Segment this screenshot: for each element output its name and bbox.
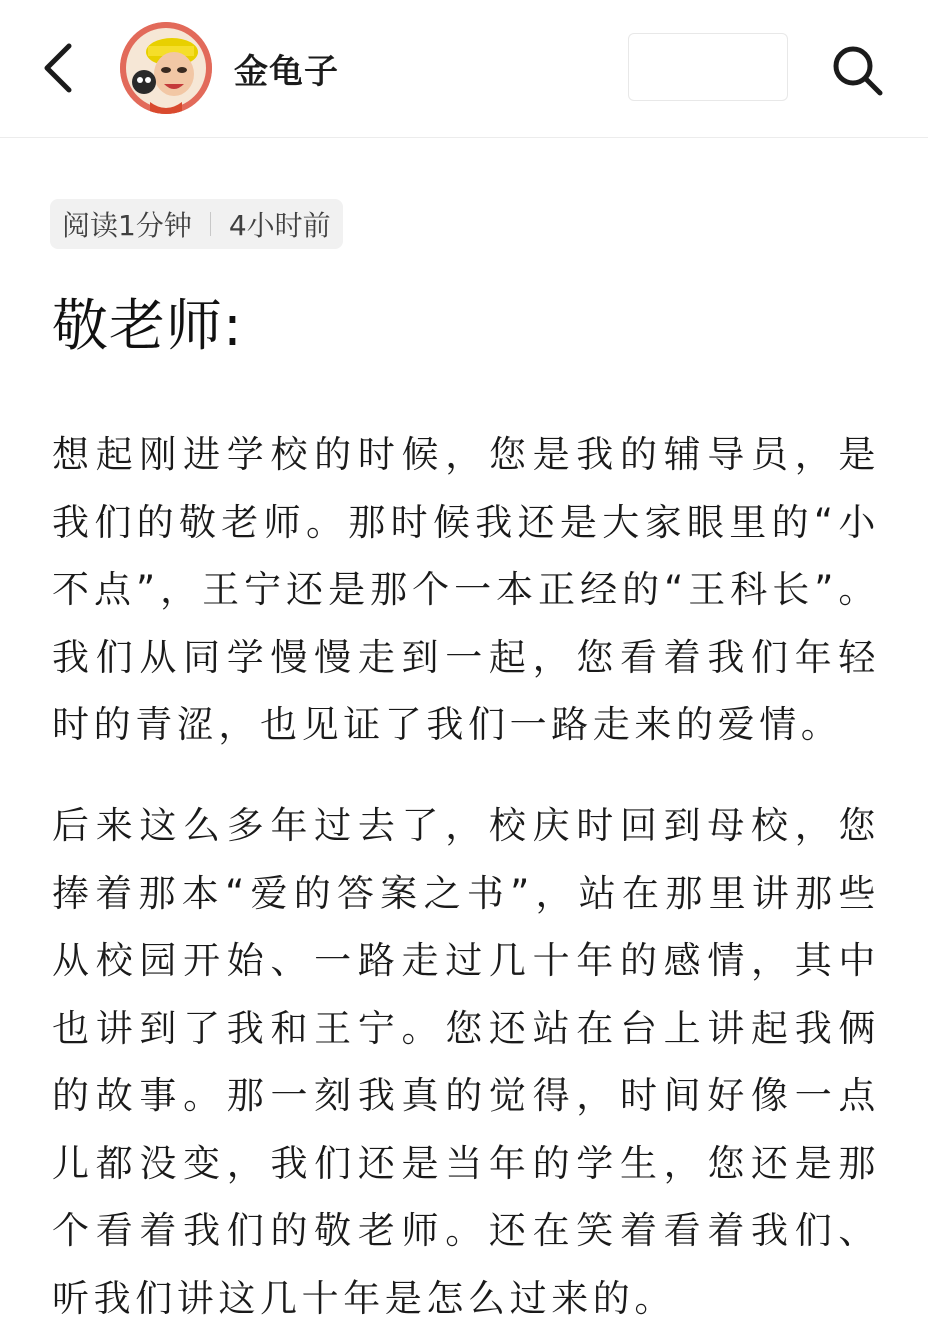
article-title: 敬老师: [52, 294, 243, 359]
read-time: 阅读1分钟 [62, 209, 192, 242]
article-paragraph-2: 后来这么多年过去了，校庆时回到母校，您捧着那本“爱的答案之书”，站在那里讲那些从校园开始、一路走过几十年的感情，其中也讲到了我和王宁。您还站在台上讲起我俩的故事。那一刻我真的觉得，时间好像一点儿都没变，我们还是当年的学生，您还是那个看着我们的敬老师。还在笑着看着我们、听我们讲这几十年是怎么过来的。 [52, 804, 880, 1320]
follow-button[interactable] [628, 33, 788, 101]
meta-divider [210, 212, 211, 236]
publish-time: 4小时前 [228, 209, 331, 242]
article-meta [50, 199, 343, 249]
author-avatar[interactable] [120, 22, 212, 114]
article-paragraph-1: 想起刚进学校的时候，您是我的辅导员，是我们的敬老师。那时候我还是大家眼里的“小不点”，王宁还是那个一本正经的“王科长”。我们从同学慢慢走到一起，您看着我们年轻时的青涩，也见证了我们一路走来的爱情。 [52, 433, 880, 746]
search-button[interactable] [826, 40, 888, 100]
author-name[interactable]: 金龟子 [234, 52, 339, 92]
back-button[interactable] [30, 38, 86, 98]
chevron-left-icon [41, 42, 75, 94]
search-icon [830, 43, 884, 97]
top-navigation-bar [0, 0, 928, 138]
